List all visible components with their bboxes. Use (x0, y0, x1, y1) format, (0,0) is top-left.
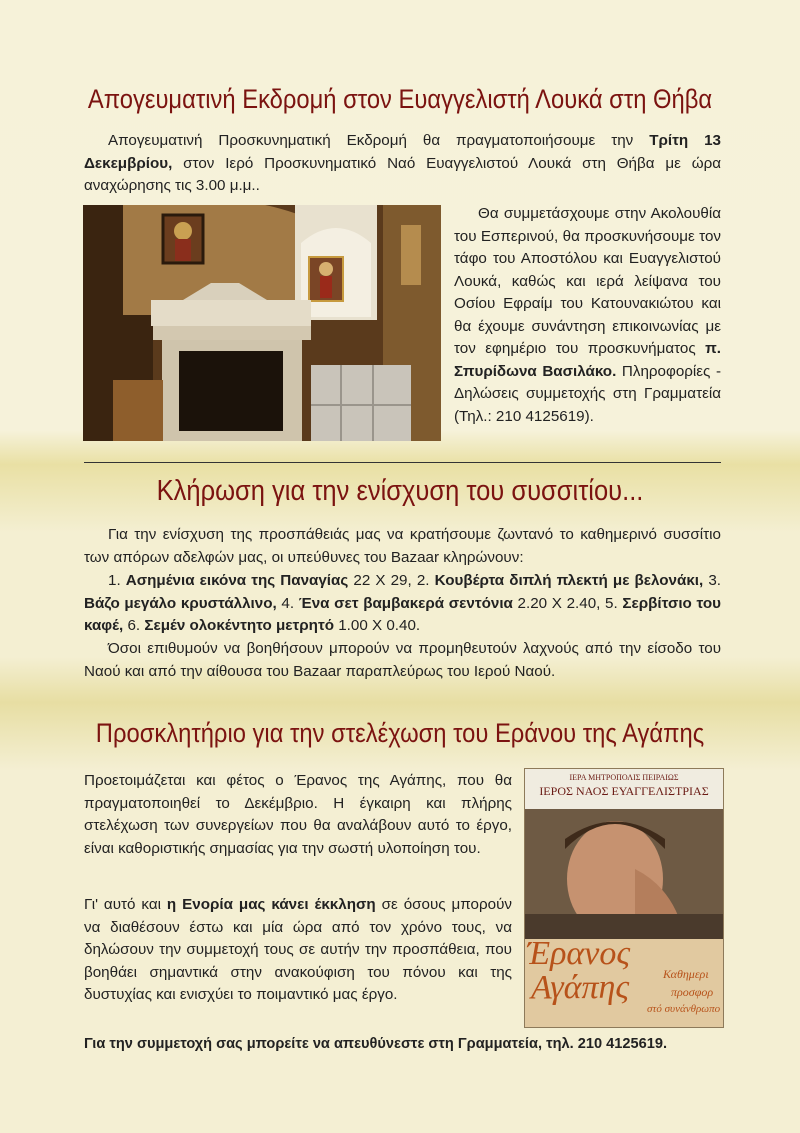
prize-details: 2.20 Χ 2.40, (512, 594, 606, 612)
appeal-bold: η Ενορία μας κάνει έκκληση (166, 896, 376, 913)
cover-title-1: Έρανος (527, 935, 631, 972)
cover-title-area (525, 935, 723, 1027)
text: στον Ιερό Προσκυνηματικό Ναό Ευαγγελιστού Λουκά στη Θήβα με ώρα αναχώρησης τις 3.00 μ.μ.. (84, 154, 721, 194)
prize-number: 4. (281, 594, 299, 612)
prize-details: 1.00 Χ 0.40. (334, 617, 421, 634)
cover-sub3: στό συνάνθρωπο (647, 1003, 721, 1015)
date-bold: Τρίτη 13 Δεκεμβρίου, (84, 132, 722, 172)
section2-outro: Όσοι επιθυμούν να βοηθήσουν μπορούν να προμηθευτούν λαχνούς από την είσοδο του Ναού και από την αίθουσα του Bazaar παραπλεύρως του Ιερού Ναού. (84, 640, 721, 680)
text: Γι' αυτό και (84, 896, 167, 913)
section3-paragraph-1: Προετοιμάζεται και φέτος ο Έρανος της Αγάπης, που θα πραγματοποιηθεί το Δεκέμβριο. Η έγκαιρη και πλήρης στελέχωση των συνεργείων που θα αναλάβουν αυτό το έργο, είναι καθοριστικής σημασίας για την σωστή υλοποίηση του. (84, 772, 512, 857)
cover-line2: ΙΕΡΟΣ ΝΑΟΣ ΕΥΑΓΓΕΛΙΣΤΡΙΑΣ (539, 784, 709, 798)
prize-name: Ασημένια εικόνα της Παναγίας (125, 572, 349, 589)
prize-name: Σερβίτσιο του καφέ, (84, 594, 721, 634)
text: Απογευματινή Προσκυνηματική Εκδρομή θα πραγματοποιήσουμε την (108, 132, 650, 149)
prize-number: 5. (605, 594, 623, 612)
section-divider (84, 462, 721, 463)
section1-paragraph-details (454, 203, 721, 428)
priest-name-bold: π. Σπυρίδωνα Βασιλάκο. (454, 340, 721, 380)
section2-title: Κλήρωση για την ενίσχυση του συσσιτίου... (156, 475, 644, 507)
church-tomb-photo (83, 205, 441, 441)
cover-header (525, 769, 723, 809)
text: Θα συμμετάσχουμε στην Ακολουθία του Εσπερινού, θα προσκυνήσουμε τον τάφο του Αποστόλου και Ευαγγελιστού Λουκά, καθώς και ιερά λείψανα του Οσίου Εφραίμ του Κατουνακιώτου και θα έχουμε συνάντηση επικοινωνίας με τον εφημέριο του προσκυνήματος (454, 205, 721, 357)
cover-sub1: Καθημερι (663, 967, 709, 981)
prize-name: Κουβέρτα διπλή πλεκτή με βελονάκι, (434, 572, 704, 589)
prize-number: 6. (127, 617, 145, 634)
child-photo (525, 809, 723, 939)
text: σε όσους μπορούν να διαθέσουν έστω και μία ώρα από τον χρόνο τους, να δηλώσουν την συμμετοχή τους σε αυτήν την προσπάθεια, που βοηθάει σημαντικά στην ανακούφιση του πόνου και της δυστυχίας και ενισχύει το ποιμαντικό μας έργο. (84, 896, 512, 1003)
section1-paragraph-intro (84, 130, 721, 198)
section3-closing: Για την συμμετοχή σας μπορείτε να απευθύνεστε στη Γραμματεία, τηλ. 210 4125619. (84, 1036, 667, 1052)
prize-name: Σεμέν ολοκέντητο μετρητό (144, 617, 335, 634)
text: Πληροφορίες - Δηλώσεις συμμετοχής στη Γραμματεία (Τηλ.: 210 4125619). (454, 362, 721, 425)
section3-title: Προσκλητήριο για την στελέχωση του Εράνου της Αγάπης (95, 718, 705, 748)
prize-name: Ένα σετ βαμβακερά σεντόνια (298, 594, 513, 612)
prize-details: 22 Χ 29, (348, 572, 417, 589)
eranos-agapis-cover (524, 768, 724, 1028)
cover-title-2: Αγάπης (531, 969, 630, 1006)
section3-paragraph-2 (84, 894, 512, 1007)
cover-sub2: προσφορ (671, 985, 714, 999)
section1-title: Απογευματινή Εκδρομή στον Ευαγγελιστή Λουκά στη Θήβα (87, 84, 713, 114)
prize-number: 2. (416, 572, 435, 589)
raffle-prize-list (84, 570, 721, 638)
prize-name: Βάζο μεγάλο κρυστάλλινο, (84, 594, 277, 612)
prize-number: 1. (108, 572, 126, 589)
church-tomb-illustration (83, 205, 441, 441)
section2-intro: Για την ενίσχυση της προσπάθειάς μας να κρατήσουμε ζωντανό το καθημερινό συσσίτιο των απόρων αδελφών μας, οι υπεύθυνες του Bazaar κληρώνουν: (84, 526, 721, 566)
cover-line1: ΙΕΡΑ ΜΗΤΡΟΠΟΛΙΣ ΠΕΙΡΑΙΩΣ (569, 773, 679, 782)
prize-number: 3. (708, 572, 722, 589)
